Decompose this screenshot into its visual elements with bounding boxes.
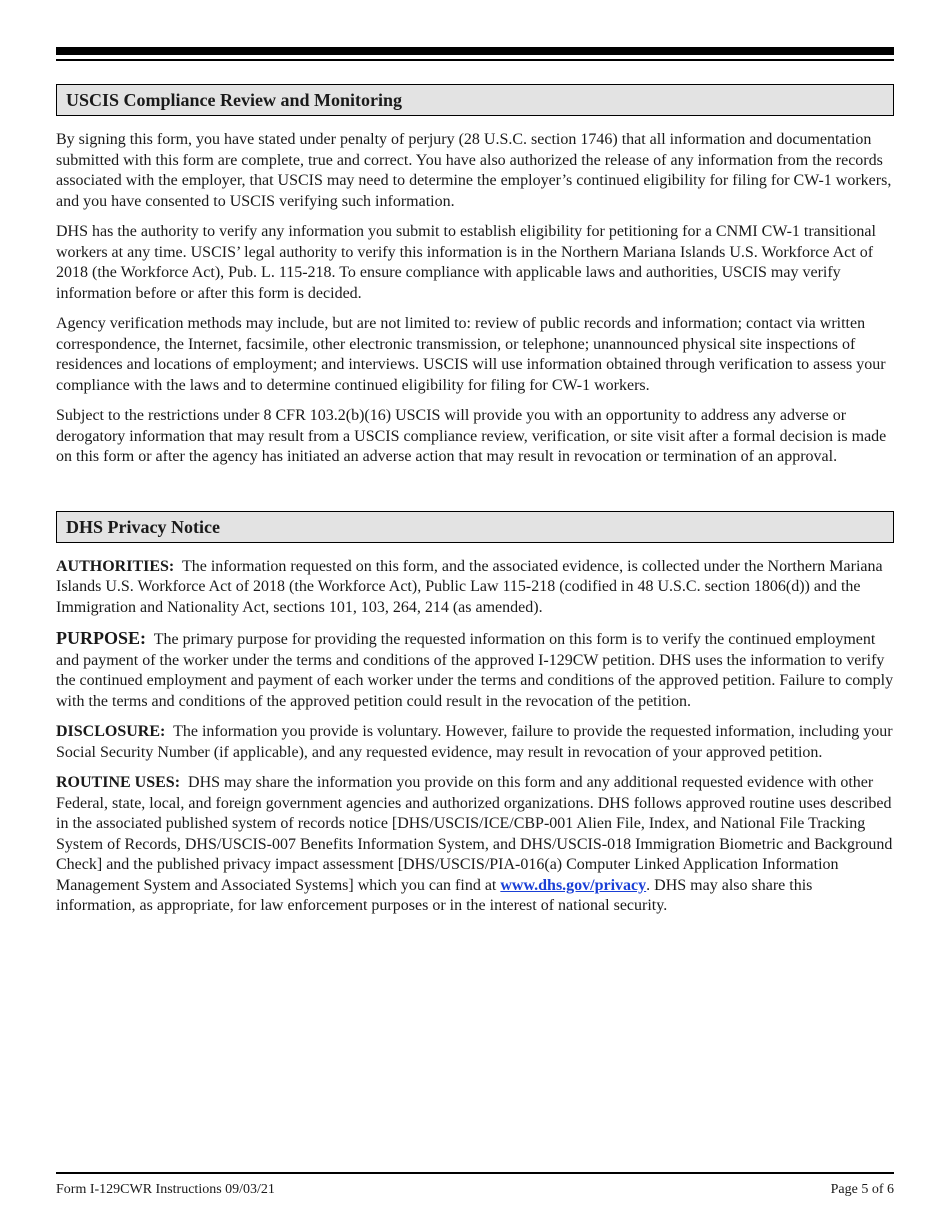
footer-form-id: Form I-129CWR Instructions 09/03/21 <box>56 1182 275 1197</box>
authorities-label: AUTHORITIES: <box>56 557 175 575</box>
compliance-paragraph-2: DHS has the authority to verify any information you submit to establish eligibility for petitioning for a CNMI CW-1 transitional workers at any time. USCIS’ legal authority to verify this information is in the Northern Mariana Islands U.S. Workforce Act of 2018 (the Workforce Act), Pub. L. 115-218. To ensure compliance with applicable laws and authorities, USCIS may verify information before or after this form is decided. <box>56 223 876 302</box>
footer-page-number: Page 5 of 6 <box>830 1182 894 1197</box>
disclosure-label: DISCLOSURE: <box>56 723 166 740</box>
routine-uses-text-before: DHS may share the information you provide on this form and any additional requested evidence with other Federal, state, local, and foreign government agencies and authorized organizations. DHS follows approved routine uses described in the associated published system of records notice [DHS/USCIS/ICE/CBP-001 Alien File, Index, and National File Tracking System of Records, DHS/USCIS-007 Benefits Information System, and DHS/USCIS-018 Immigration Biometric and Background Check] and the published privacy impact assessment [DHS/USCIS/PIA-016(a) Computer Linked Application Information Management System and Associated Systems] which you can find at <box>56 774 893 894</box>
page-content <box>56 84 894 917</box>
routine-uses-text-after: . DHS may also share this information, as appropriate, for law enforcement purposes or in the interest of national security. <box>56 876 813 914</box>
section-header-privacy: DHS Privacy Notice <box>56 511 894 543</box>
compliance-paragraph-3: Agency verification methods may include, but are not limited to: review of public records and information; contact via written correspondence, the Internet, facsimile, other electronic transmission, or telephone; unannounced physical site inspections of residences and locations of employment; and interviews. USCIS will use information obtained through verification to assess your compliance with the laws and to determine continued eligibility for filing for CW-1 workers. <box>56 315 886 394</box>
top-rule-thin <box>56 59 894 61</box>
footer-rule <box>56 1172 894 1174</box>
purpose-paragraph <box>56 628 894 712</box>
purpose-text: The primary purpose for providing the requested information on this form is to verify the continued employment and payment of the worker under the terms and conditions of the approved I-129CW petition. DHS uses the information to verify the continued employment and payment of each worker under the terms and conditions of the approved petition. Failure to comply with the terms and conditions of the approved petition could result in the revocation of the petition. <box>56 631 894 710</box>
disclosure-text: The information you provide is voluntary. However, failure to provide the requested information, including your Social Security Number (if applicable), and any requested evidence, may result in revocation of your approved petition. <box>56 723 893 761</box>
section-privacy-notice <box>56 511 894 917</box>
routine-uses-paragraph <box>56 773 894 917</box>
section-header-compliance: USCIS Compliance Review and Monitoring <box>56 84 894 116</box>
compliance-paragraph-1: By signing this form, you have stated under penalty of perjury (28 U.S.C. section 1746) that all information and documentation submitted with this form are complete, true and correct. You have also authorized the release of any information from the records associated with the employer, that USCIS may need to determine the employer’s continued eligibility for filing for CW-1 workers, and you have consented to USCIS verifying such information. <box>56 131 892 210</box>
routine-uses-label: ROUTINE USES: <box>56 774 181 791</box>
purpose-label: PURPOSE: <box>56 628 146 648</box>
authorities-text: The information requested on this form, and the associated evidence, is collected under the Northern Mariana Islands U.S. Workforce Act of 2018 (the Workforce Act), Public Law 115-218 (codified in 48 U.S.C. section 1806(d)) and the Immigration and Nationality Act, sections 101, 103, 264, 214 (as amended). <box>56 557 883 616</box>
top-rule-thick <box>56 47 894 55</box>
disclosure-paragraph <box>56 722 894 763</box>
privacy-link[interactable]: www.dhs.gov/privacy <box>500 876 647 894</box>
section-compliance-review <box>56 84 894 468</box>
authorities-paragraph <box>56 557 894 619</box>
compliance-paragraph-4: Subject to the restrictions under 8 CFR 103.2(b)(16) USCIS will provide you with an opportunity to address any adverse or derogatory information that may result from a USCIS compliance review, verification, or site visit after a formal decision is made on this form or after the agency has initiated an adverse action that may result in revocation or termination of an approval. <box>56 407 887 465</box>
